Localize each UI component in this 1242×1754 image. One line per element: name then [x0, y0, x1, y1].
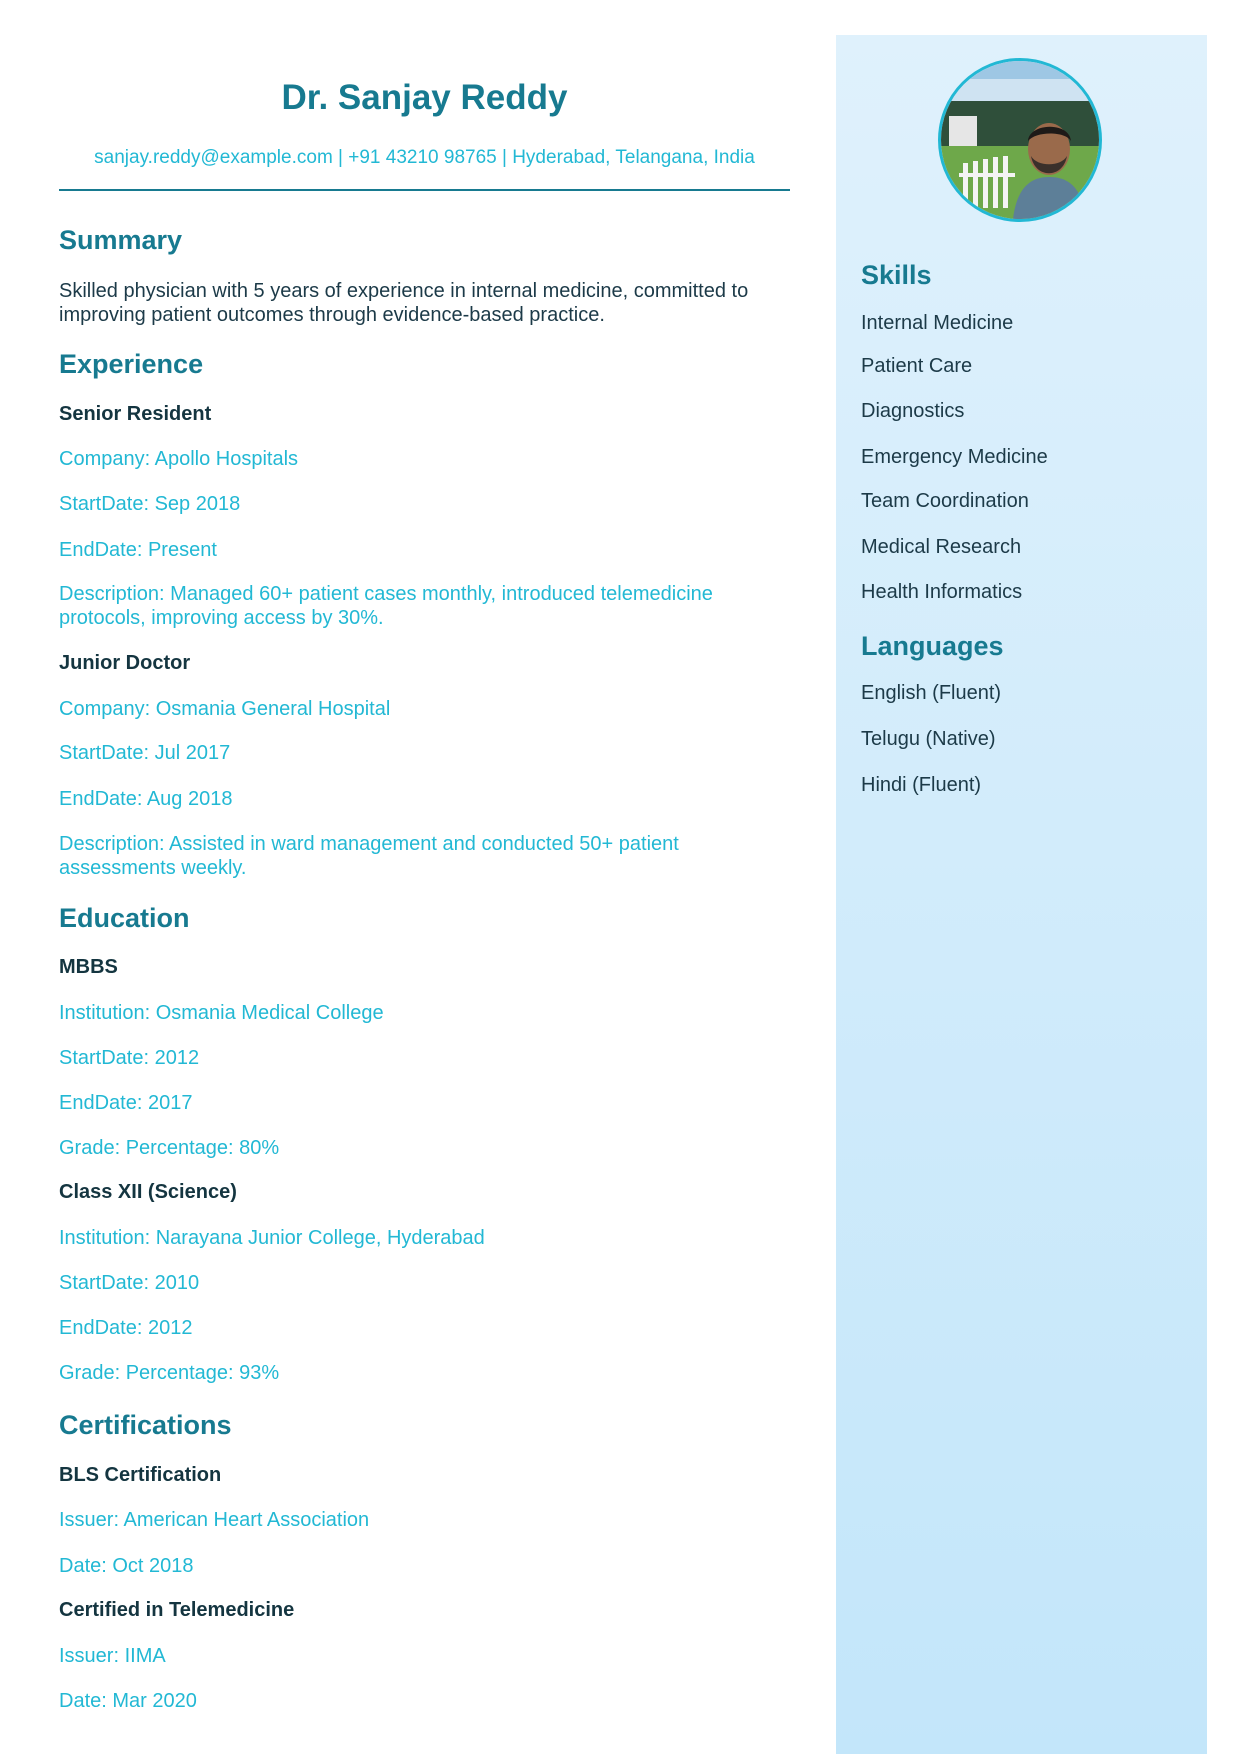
experience-start-date: StartDate: Sep 2018 [59, 493, 241, 515]
experience-end-date: EndDate: Aug 2018 [59, 788, 233, 810]
experience-role: Senior Resident [59, 403, 212, 425]
sidebar [836, 35, 1207, 1754]
experience-start-date: StartDate: Jul 2017 [59, 742, 231, 764]
summary-heading: Summary [59, 225, 183, 255]
education-heading: Education [59, 903, 190, 933]
experience-description: Description: Managed 60+ patient cases monthly, introduced telemedicine protocols, improving access by 30%. [59, 583, 713, 629]
summary-text: Skilled physician with 5 years of experience in internal medicine, committed to improving patient outcomes through evidence-based practice. [59, 280, 749, 326]
education-institution: Institution: Osmania Medical College [59, 1002, 384, 1024]
certifications-heading: Certifications [59, 1410, 232, 1440]
experience-role: Junior Doctor [59, 652, 191, 674]
profile-photo [938, 58, 1102, 222]
skill-item: Team Coordination [861, 490, 1029, 512]
languages-heading: Languages [861, 631, 1004, 661]
skill-item: Medical Research [861, 536, 1022, 558]
skill-item: Internal Medicine [861, 312, 1014, 334]
contact-info: sanjay.reddy@example.com | +91 43210 98765 | Hyderabad, Telangana, India [94, 147, 755, 168]
education-start-date: StartDate: 2012 [59, 1047, 200, 1069]
language-item: English (Fluent) [861, 682, 1002, 704]
education-grade: Grade: Percentage: 93% [59, 1362, 280, 1384]
language-item: Telugu (Native) [861, 728, 996, 750]
education-start-date: StartDate: 2010 [59, 1272, 200, 1294]
experience-description: Description: Assisted in ward management and conducted 50+ patient assessments weekly. [59, 833, 679, 879]
certification-issuer: Issuer: American Heart Association [59, 1509, 370, 1531]
education-institution: Institution: Narayana Junior College, Hyderabad [59, 1227, 485, 1249]
skill-item: Patient Care [861, 355, 973, 377]
language-item: Hindi (Fluent) [861, 774, 982, 796]
experience-company: Company: Apollo Hospitals [59, 448, 299, 470]
education-degree: MBBS [59, 956, 118, 978]
education-end-date: EndDate: 2012 [59, 1317, 193, 1339]
education-end-date: EndDate: 2017 [59, 1092, 193, 1114]
certification-name: Certified in Telemedicine [59, 1599, 295, 1621]
skill-item: Health Informatics [861, 581, 1023, 603]
education-grade: Grade: Percentage: 80% [59, 1137, 280, 1159]
profile-photo-image [941, 61, 1099, 219]
certification-name: BLS Certification [59, 1464, 222, 1486]
skill-item: Diagnostics [861, 400, 965, 422]
header-divider [59, 189, 790, 191]
certification-date: Date: Oct 2018 [59, 1555, 194, 1577]
experience-company: Company: Osmania General Hospital [59, 698, 391, 720]
skills-heading: Skills [861, 260, 932, 290]
education-degree: Class XII (Science) [59, 1181, 237, 1203]
candidate-name: Dr. Sanjay Reddy [281, 78, 568, 117]
certification-issuer: Issuer: IIMA [59, 1645, 166, 1667]
certification-date: Date: Mar 2020 [59, 1690, 197, 1712]
experience-heading: Experience [59, 349, 204, 379]
skill-item: Emergency Medicine [861, 446, 1048, 468]
experience-end-date: EndDate: Present [59, 539, 217, 561]
